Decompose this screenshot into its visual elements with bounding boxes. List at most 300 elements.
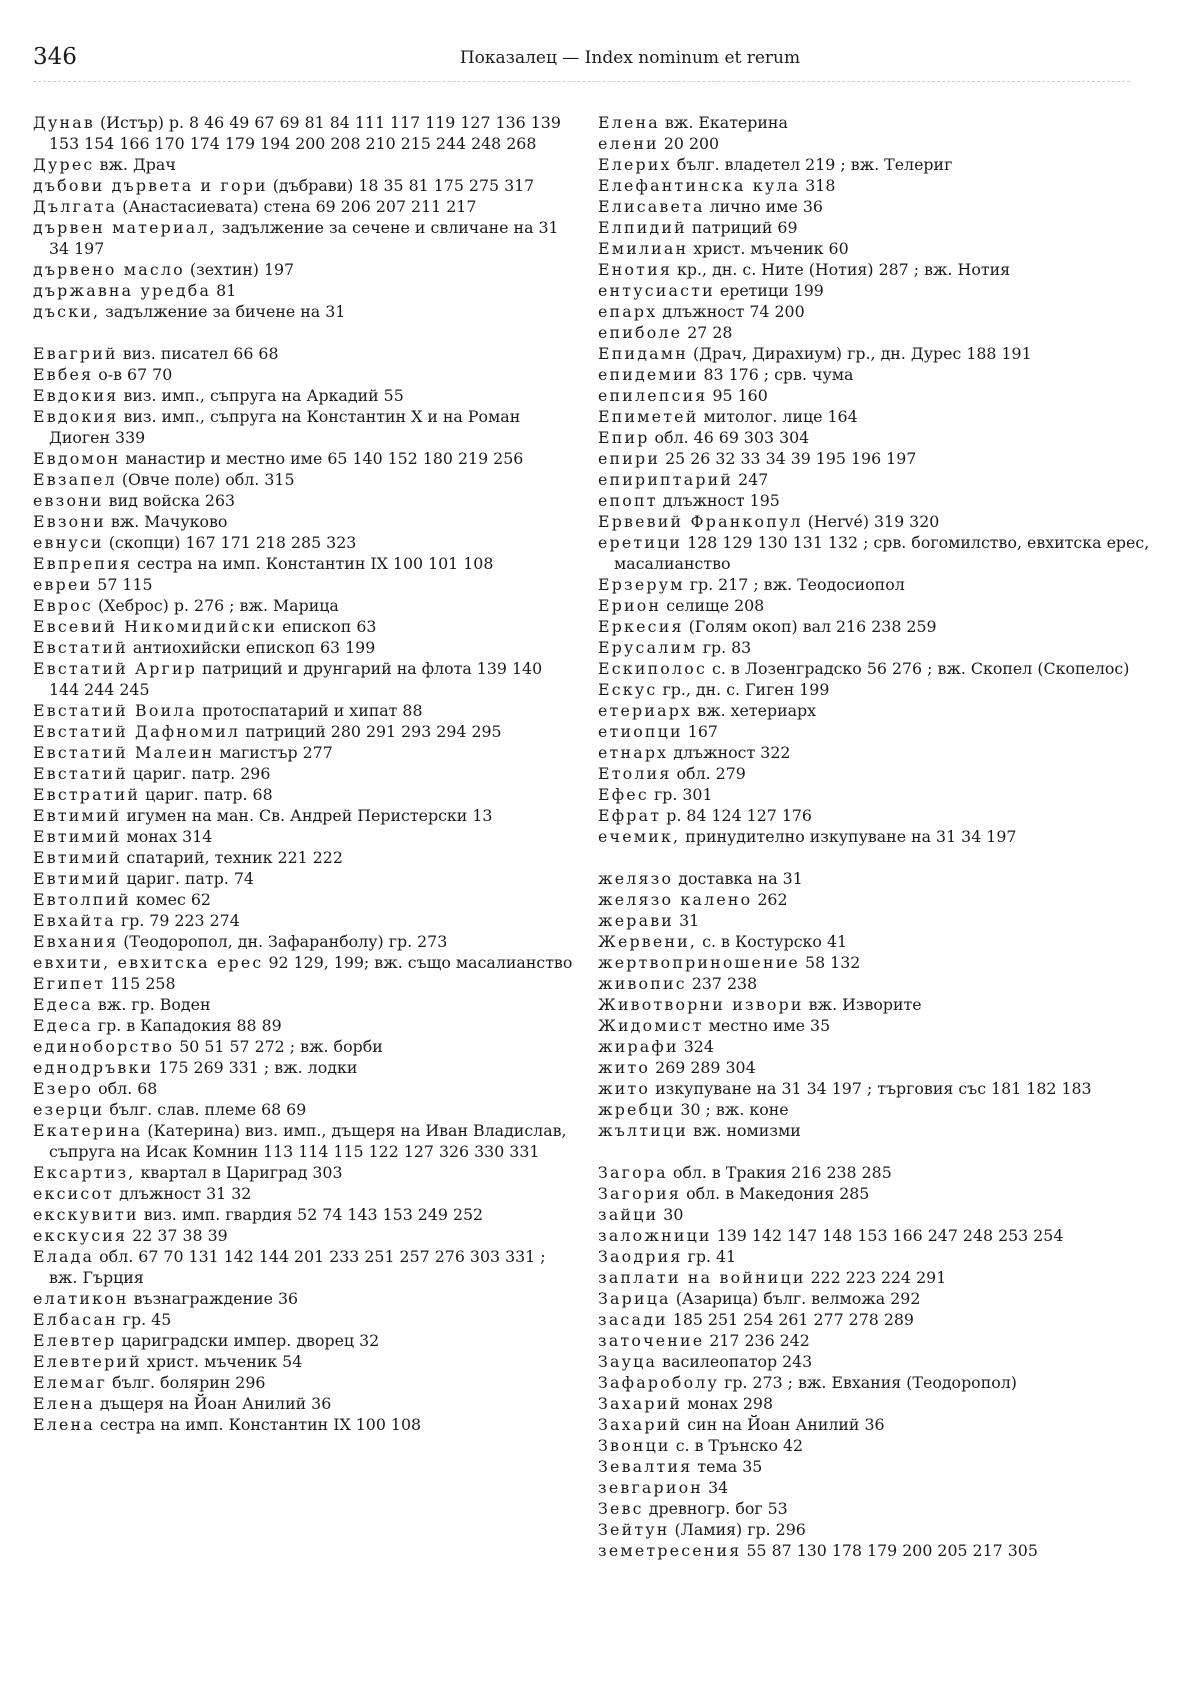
index-entry [598,1309,1153,1330]
index-headword: Евстатий [33,764,128,783]
index-references: цариг. патр. 74 [126,869,254,888]
index-references: 50 51 57 272 ; вж. борби [179,1037,383,1056]
index-references: гр. 41 [687,1247,737,1266]
index-headword: Елемаг [33,1373,108,1392]
index-entry [598,1330,1153,1351]
index-references: монах 298 [687,1394,774,1413]
index-entry [598,1477,1153,1498]
index-references: 128 129 130 131 132 ; срв. богомилство, евхитска ерес, масалианство [614,533,1150,573]
index-references: изкупуване на 31 34 197 ; търговия със 181 182 183 [655,1079,1092,1098]
index-headword: желязо калено [598,890,753,909]
index-entry [33,1288,573,1309]
index-entry [598,868,1153,889]
index-references: 83 176 ; срв. чума [703,365,854,384]
index-headword: епириптарий [598,470,734,489]
index-entry [33,343,573,364]
index-entry [598,910,1153,931]
index-references: с. в Трънско 42 [675,1436,804,1455]
index-entry [598,385,1153,406]
index-entry [33,406,573,448]
index-references: обл. в Тракия 216 238 285 [672,1163,892,1182]
index-entry [598,1540,1153,1561]
index-entry [33,1204,573,1225]
index-entry [598,1414,1153,1435]
index-headword: Едеса [33,1016,93,1035]
index-references: христ. мъченик 54 [146,1352,303,1371]
index-headword: жито [598,1058,651,1077]
index-headword: Елефантинска кула [598,176,801,195]
index-references: 247 [738,470,769,489]
index-entry [33,532,573,553]
index-headword: Елена [33,1394,95,1413]
index-references: вж. хетериарх [697,701,817,720]
index-references: спатарий, техник 221 222 [126,848,343,867]
index-entry [33,658,573,700]
index-headword: Евзапел [33,470,117,489]
index-entry [598,994,1153,1015]
index-references: с. в Лозенградско 56 276 ; вж. Скопел (Скопелос) [712,659,1130,678]
index-entry [598,1246,1153,1267]
index-references: 27 28 [687,323,733,342]
index-references: тема 35 [697,1457,763,1476]
index-headword: епидемии [598,365,699,384]
index-headword: Зауца [598,1352,658,1371]
index-headword: Евтолпий [33,890,131,909]
index-references: длъжност 74 200 [662,302,805,321]
index-entry [33,154,573,175]
index-headword: Ервевий Франкопул [598,512,803,531]
index-entry [33,1162,573,1183]
index-entry [598,175,1153,196]
index-references: вж. Изворите [808,995,922,1014]
index-headword: Евстатий Воила [33,701,198,720]
index-headword: епопт [598,491,658,510]
index-references: 55 87 130 178 179 200 205 217 305 [746,1541,1038,1560]
index-references: възнаграждение 36 [133,1289,299,1308]
index-headword: евзони [33,491,104,510]
index-references: 115 258 [110,974,176,993]
index-entry [33,1351,573,1372]
index-headword: Елена [598,113,660,132]
index-references: 167 [687,722,718,741]
index-entry [33,385,573,406]
index-headword: Звонци [598,1436,671,1455]
index-entry [598,1519,1153,1540]
index-entry [598,952,1153,973]
index-references: гр. 79 223 274 [120,911,240,930]
index-entry [598,1099,1153,1120]
index-references: местно име 35 [708,1016,831,1035]
index-entry [598,511,1153,532]
index-entry [598,658,1153,679]
index-references: (Ламия) гр. 296 [674,1520,806,1539]
index-references: вж. Мачуково [110,512,228,531]
index-entry [33,1099,573,1120]
index-entry [598,1183,1153,1204]
index-references: (Анастасиевата) стена 69 206 207 211 217 [122,197,477,216]
index-references: христ. мъченик 60 [693,239,849,258]
index-headword: Енотия [598,260,673,279]
index-entry [33,1120,573,1162]
index-references: 57 115 [97,575,153,594]
index-references: (Овче поле) обл. 315 [121,470,295,489]
index-entry [598,301,1153,322]
index-entry [33,700,573,721]
index-headword: Елерих [598,155,672,174]
running-head: Показалец — Index nominum et rerum [459,48,801,68]
index-references: патриций 280 291 293 294 295 [245,722,502,741]
index-entry [598,679,1153,700]
index-references: виз. писател 66 68 [122,344,279,363]
index-entry [598,364,1153,385]
index-headword: Жервени, [598,932,698,951]
index-entry [598,1036,1153,1057]
index-references: доставка на 31 [678,869,803,888]
index-entry [33,763,573,784]
index-headword: ентусиасти [598,281,715,300]
index-references: митолог. лице 164 [703,407,858,426]
index-entry [598,343,1153,364]
index-references: 30 [663,1205,684,1224]
index-headword: жребци [598,1100,676,1119]
index-entry [598,238,1153,259]
index-references: 175 269 331 ; вж. лодки [158,1058,358,1077]
index-references: сестра на имп. Константин IX 100 101 108 [137,554,494,573]
index-entry [33,952,573,973]
index-headword: жертвоприношение [598,953,800,972]
index-headword: Зейтун [598,1520,670,1539]
index-headword: елатикон [33,1289,129,1308]
index-headword: Елевтер [33,1331,117,1350]
index-references: гр. 301 [653,785,713,804]
index-entry [598,826,1153,847]
index-headword: Загория [598,1184,682,1203]
index-headword: Евдокия [33,386,119,405]
index-headword: епири [598,449,661,468]
index-headword: Еркесия [598,617,684,636]
index-headword: Елада [33,1247,95,1266]
index-entry [33,469,573,490]
index-entry [33,889,573,910]
index-references: патриций 69 [691,218,798,237]
index-entry [598,784,1153,805]
index-entry [598,1204,1153,1225]
index-headword: Евхайта [33,911,116,930]
index-references: 318 [805,176,836,195]
index-references: обл. 279 [676,764,746,783]
index-references: еретици 199 [719,281,824,300]
index-headword: Евдокия [33,407,119,426]
index-references: селище 208 [666,596,765,615]
index-entry [33,112,573,154]
index-headword: Епир [598,428,650,447]
index-entry [33,280,573,301]
index-headword: Еврос [33,596,93,615]
index-entry [598,700,1153,721]
index-entry [598,889,1153,910]
index-headword: Евстратий [33,785,141,804]
index-entry [33,1393,573,1414]
index-entry [598,217,1153,238]
index-references: гр. 273 ; вж. Евхания (Теодоропол) [724,1373,1017,1392]
index-headword: дървено масло [33,260,185,279]
index-headword: Дългата [33,197,118,216]
index-entry [33,301,573,322]
index-references: гр., дн. с. Гиген 199 [662,680,830,699]
index-headword: Ексартиз, [33,1163,136,1182]
index-headword: Ерион [598,596,662,615]
index-headword: Евагрий [33,344,118,363]
index-references: цариг. патр. 296 [132,764,271,783]
index-references: 269 289 304 [655,1058,756,1077]
index-references: комес 62 [135,890,211,909]
index-references: син на Йоан Анилий 36 [687,1415,885,1434]
index-references: о-в 67 70 [98,365,173,384]
index-headword: земетресения [598,1541,742,1560]
index-headword: Евтимий [33,848,122,867]
page-number: 346 [33,44,77,70]
index-references: задължение за сечене и свличане на 31 34 197 [49,218,559,258]
index-entry [33,259,573,280]
header-rule [33,81,1130,82]
index-entry [598,406,1153,427]
index-headword: заплати на войници [598,1268,806,1287]
index-headword: Заодрия [598,1247,683,1266]
index-headword: зевгарион [598,1478,704,1497]
index-headword: евнуси [33,533,104,552]
index-entry [33,364,573,385]
index-references: 20 200 [663,134,720,153]
index-headword: ечемик, [598,827,681,846]
index-references: вж. Драч [99,155,176,174]
index-references: квартал в Цариград 303 [140,1163,343,1182]
index-entry [598,574,1153,595]
index-entry [598,1267,1153,1288]
index-references: гр. в Кападокия 88 89 [97,1016,282,1035]
index-references: вж. гр. Воден [97,995,211,1014]
index-references: 22 37 38 39 [132,1226,228,1245]
index-references: длъжност 31 32 [119,1184,252,1203]
index-headword: Зафароболу [598,1373,720,1392]
index-entry [33,574,573,595]
index-entry [598,1162,1153,1183]
index-headword: Етолия [598,764,672,783]
index-references: гр. 45 [122,1310,172,1329]
index-entry [598,973,1153,994]
index-entry [33,1015,573,1036]
index-headword: Емилиан [598,239,689,258]
index-headword: Елена [33,1415,95,1434]
index-headword: Евхания [33,932,119,951]
index-entry [598,1015,1153,1036]
index-headword: евхити, евхитска ерес [33,953,264,972]
index-headword: екскувити [33,1205,139,1224]
index-references: обл. 67 70 131 142 144 201 233 251 257 276 303 331 ; вж. Гърция [49,1247,546,1287]
index-headword: Ефес [598,785,649,804]
index-entry [598,1456,1153,1477]
index-entry [598,1435,1153,1456]
index-headword: Захарий [598,1394,683,1413]
index-entry [598,1120,1153,1141]
index-references: 58 132 [805,953,861,972]
index-references: виз. имп., съпруга на Константин X и на Роман Диоген 339 [49,407,521,447]
index-headword: Епиметей [598,407,699,426]
index-entry [33,1057,573,1078]
index-references: цариградски импер. дворец 32 [121,1331,380,1350]
index-headword: Ерусалим [598,638,698,657]
index-references: вж. Екатерина [664,113,788,132]
index-entry [33,721,573,742]
index-entry [598,1393,1153,1414]
index-entry [33,868,573,889]
index-headword: Животворни извори [598,995,804,1014]
index-headword: зайци [598,1205,659,1224]
index-references: обл. 46 69 303 304 [654,428,810,447]
index-references: 237 238 [691,974,758,993]
index-entry [598,1288,1153,1309]
index-entry [33,490,573,511]
index-entry [33,1246,573,1288]
index-headword: Ефрат [598,806,662,825]
index-references: принудително изкупуване на 31 34 197 [685,827,1017,846]
index-references: лично име 36 [709,197,823,216]
index-references: сестра на имп. Константин IX 100 108 [99,1415,422,1434]
index-entry [33,826,573,847]
index-entry [33,1330,573,1351]
index-entry [33,931,573,952]
index-entry [33,847,573,868]
index-references: бълг. владетел 219 ; вж. Телериг [676,155,953,174]
index-headword: Ескиполос [598,659,708,678]
index-entry [598,595,1153,616]
index-headword: ексисот [33,1184,115,1203]
index-entry [33,1414,573,1435]
index-references: кр., дн. с. Ните (Нотия) 287 ; вж. Нотия [677,260,1011,279]
index-headword: Евбея [33,365,94,384]
index-entry [33,973,573,994]
index-references: (зехтин) 197 [189,260,295,279]
index-entry [598,469,1153,490]
index-entry [598,763,1153,784]
index-entry [33,910,573,931]
index-headword: дъбови дървета и гори [33,176,268,195]
index-references: 34 [708,1478,729,1497]
index-entry [33,1309,573,1330]
index-references: василеопатор 243 [662,1352,813,1371]
index-headword: засади [598,1310,668,1329]
index-references: антиохийски епископ 63 199 [132,638,376,657]
index-references: виз. имп. гвардия 52 74 143 153 249 252 [143,1205,484,1224]
index-entry [33,1372,573,1393]
index-headword: Жидомист [598,1016,704,1035]
index-entry [598,931,1153,952]
index-headword: Зевалтия [598,1457,693,1476]
index-headword: Евстатий Малеин [33,743,215,762]
index-entry [33,637,573,658]
index-headword: Евзони [33,512,106,531]
index-references: монах 314 [126,827,213,846]
index-entry [33,175,573,196]
index-references: (Hervé) 319 320 [807,512,940,531]
index-references: 95 160 [712,386,768,405]
index-headword: Египет [33,974,106,993]
index-headword: етиопци [598,722,683,741]
index-references: цариг. патр. 68 [145,785,273,804]
index-headword: етнарх [598,743,669,762]
index-references: бълг. слав. племе 68 69 [109,1100,307,1119]
index-entry [33,511,573,532]
index-headword: еднодръвки [33,1058,154,1077]
index-references: длъжност 195 [662,491,780,510]
index-references: с. в Костурско 41 [702,932,848,951]
index-headword: жито [598,1079,651,1098]
index-headword: Евтимий [33,869,122,888]
index-references: обл. 68 [98,1079,158,1098]
index-entry [598,616,1153,637]
index-references: епископ 63 [282,617,377,636]
index-references: вж. номизми [693,1121,801,1140]
index-entry [33,553,573,574]
index-entry [33,616,573,637]
index-entry [598,1225,1153,1246]
index-entry [598,427,1153,448]
index-references: манастир и местно име 65 140 152 180 219 256 [125,449,524,468]
index-references: 222 223 224 291 [810,1268,947,1287]
index-headword: Евдомон [33,449,121,468]
index-headword: Зарица [598,1289,671,1308]
index-references: вид войска 263 [108,491,236,510]
index-entry [598,112,1153,133]
index-references: 324 [683,1037,714,1056]
index-headword: заложници [598,1226,712,1245]
index-entry [33,1036,573,1057]
index-headword: дъски, [33,302,101,321]
index-headword: Едеса [33,995,93,1014]
index-references: (Хеброс) р. 276 ; вж. Марица [97,596,339,615]
index-references: (Теодоропол, дн. Зафаранболу) гр. 273 [123,932,448,951]
index-headword: жерави [598,911,675,930]
index-entry [598,742,1153,763]
index-headword: дървен материал, [33,218,217,237]
index-headword: Евпрепия [33,554,133,573]
index-references: протоспатарий и хипат 88 [202,701,423,720]
index-entry [598,1498,1153,1519]
index-references: (Катерина) виз. имп., дъщеря на Иван Владислав, съпруга на Исак Комнин 113 114 115 122 127 326 330 331 [49,1121,567,1161]
index-entry [33,217,573,259]
index-references: 92 129, 199; вж. също масалианство [268,953,573,972]
index-references: (скопци) 167 171 218 285 323 [108,533,357,552]
index-headword: Елевтерий [33,1352,142,1371]
index-entry [33,196,573,217]
index-headword: епарх [598,302,658,321]
index-entry [33,1183,573,1204]
index-entry [33,805,573,826]
index-references: дъщеря на Йоан Анилий 36 [99,1394,332,1413]
index-references: (дъбрави) 18 35 81 175 275 317 [272,176,535,195]
index-headword: Евсевий Никомидийски [33,617,278,636]
index-entry [33,742,573,763]
index-references: задължение за бичене на 31 [105,302,346,321]
index-headword: Дунав [33,113,95,132]
index-entry [33,595,573,616]
index-entry [598,532,1153,574]
index-entry [598,154,1153,175]
index-entry [598,1078,1153,1099]
index-entry [598,133,1153,154]
index-headword: Евстатий Аргир [33,659,198,678]
index-headword: Елбасан [33,1310,118,1329]
index-entry [598,805,1153,826]
